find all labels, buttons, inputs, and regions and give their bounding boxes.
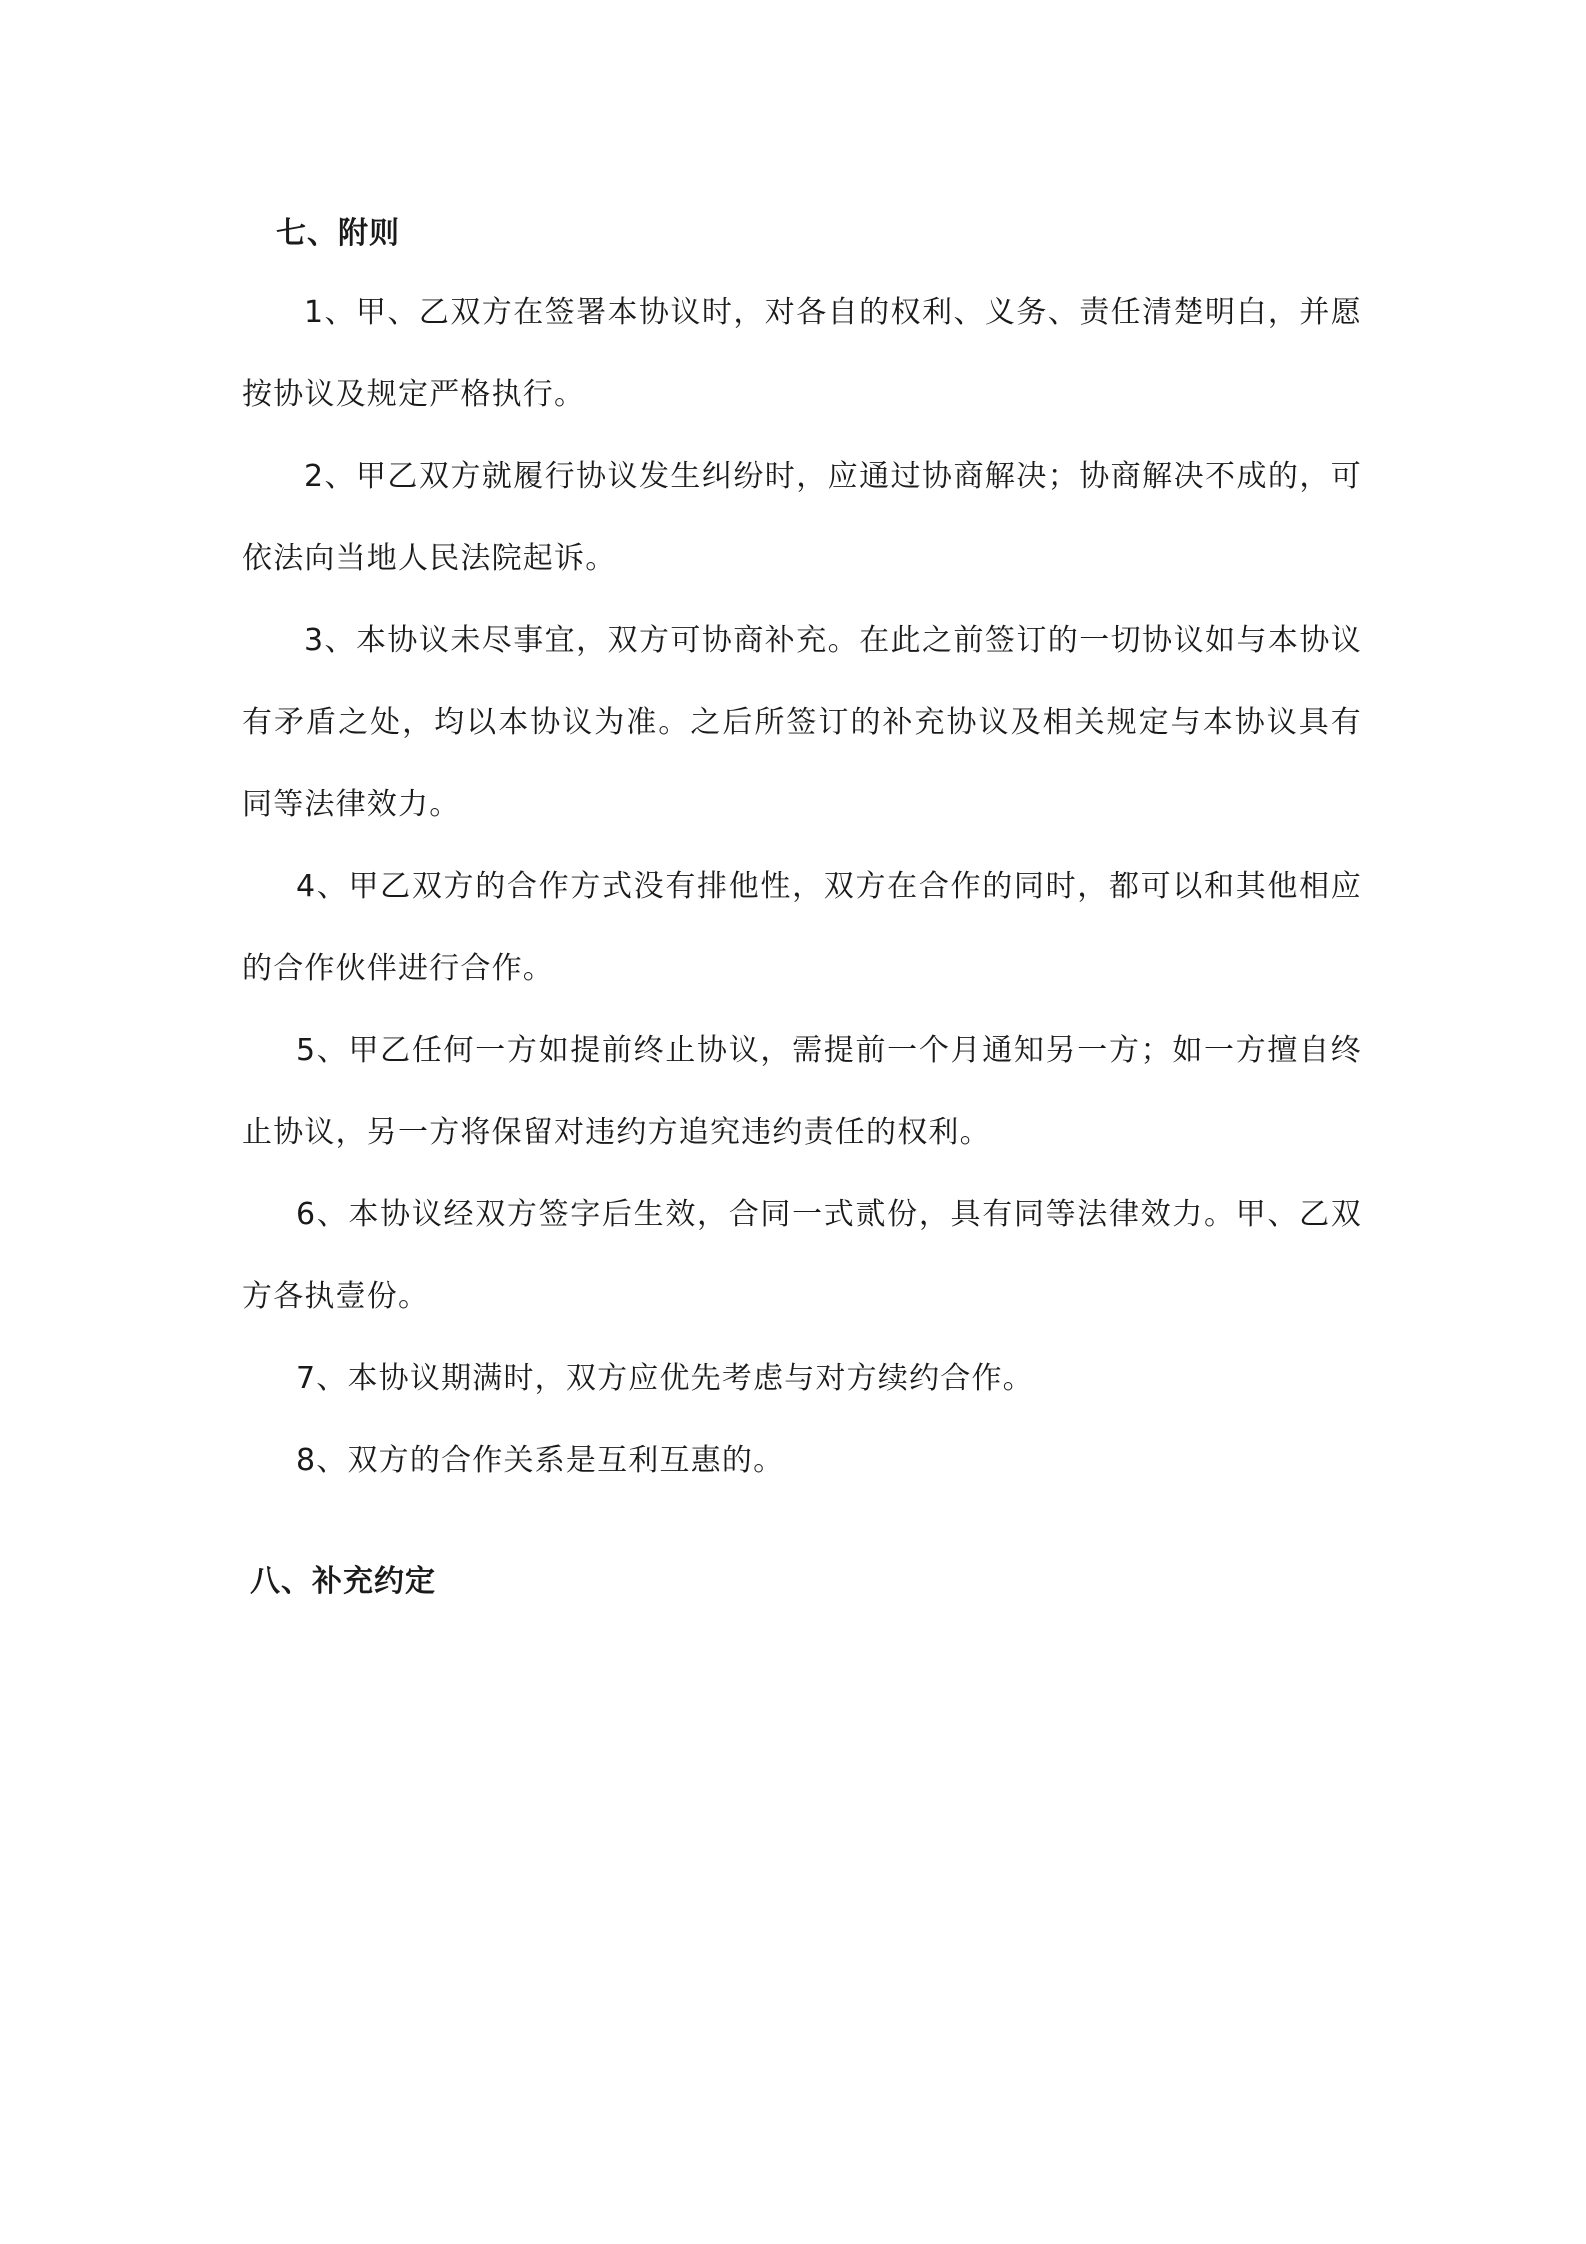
clause-1: 1、甲、乙双方在签署本协议时，对各自的权利、义务、责任清楚明白，并愿按协议及规定严格执行。 — [242, 295, 1362, 412]
clause-6: 6、本协议经双方签字后生效，合同一式贰份，具有同等法律效力。甲、乙双方各执壹份。 — [242, 1197, 1362, 1314]
clause-5: 5、甲乙任何一方如提前终止协议，需提前一个月通知另一方；如一方擅自终止协议，另一方将保留对违约方追究违约责任的权利。 — [242, 1033, 1362, 1150]
section-heading-supplement: 八、补充约定 — [250, 1564, 436, 1599]
clause-7: 7、本协议期满时，双方应优先考虑与对方续约合作。 — [296, 1361, 1034, 1396]
clause-8: 8、双方的合作关系是互利互惠的。 — [296, 1443, 785, 1478]
clause-2: 2、甲乙双方就履行协议发生纠纷时，应通过协商解决；协商解决不成的，可依法向当地人民法院起诉。 — [242, 459, 1362, 576]
clause-4: 4、甲乙双方的合作方式没有排他性，双方在合作的同时，都可以和其他相应的合作伙伴进行合作。 — [242, 869, 1362, 986]
section-heading-fuze: 七、附则 — [276, 216, 400, 251]
clause-3: 3、本协议未尽事宜，双方可协商补充。在此之前签订的一切协议如与本协议有矛盾之处，均以本协议为准。之后所签订的补充协议及相关规定与本协议具有同等法律效力。 — [242, 623, 1362, 822]
